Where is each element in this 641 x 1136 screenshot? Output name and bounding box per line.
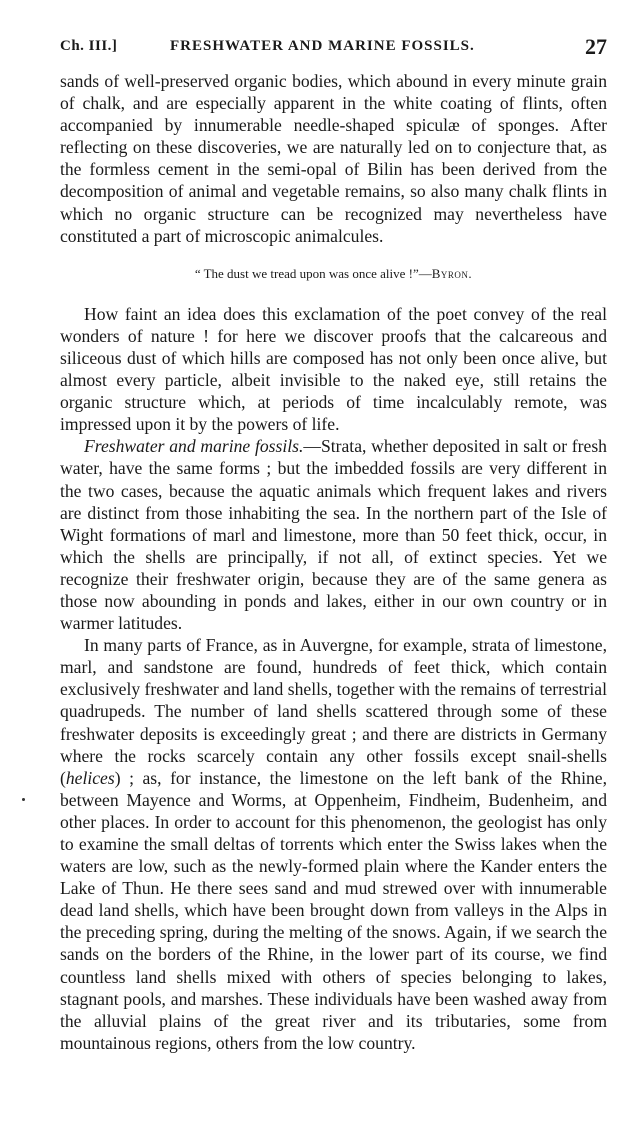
paragraph-text-before: In many parts of France, as in Auvergne, for example, strata of limestone, marl, and sandstone are found, hundreds of feet thick, which contain exclusively freshwater and land shells, together with the remains of terrestrial quadrupeds. The number of land shells scattered through some of these freshwater deposits is exceedingly great ; and there are districts in Germany where the rocks scarcely contain any other fossils except snail-shells (	[60, 635, 607, 788]
paragraph-text: —Strata, whether deposited in salt or fresh water, have the same forms ; but the imbedded fossils are very different in the two cases, because the aquatic animals which frequent lakes and rivers are distinct from those inhabiting the sea. In the northern part of the Isle of Wight formations of marl and limestone, more than 50 feet thick, occur, in which the shells are principally, if not all, of extinct species. Yet we recognize their freshwater origin, because they are of the same genera as those now abounding in ponds and lakes, either in our own country or in warmer latitudes.	[60, 436, 607, 634]
chapter-label: Ch. III.]	[60, 38, 118, 54]
running-title: FRESHWATER AND MARINE FOSSILS.	[170, 38, 475, 54]
paragraph-exclamation: How faint an idea does this exclamation of the poet convey of the real wonders of nature ! for here we discover proofs that the calcareous and siliceous dust of which hills are composed has not only been once alive, but almost every particle, albeit invisible to the naked eye, still retains the organic structure which, at periods of time incalculably remote, was impressed upon it by the powers of life.	[60, 303, 607, 435]
epigraph-quote	[60, 265, 607, 283]
section-heading-inline: Freshwater and marine fossils.	[84, 436, 304, 457]
page-body	[60, 70, 607, 1054]
page-number: 27	[585, 34, 607, 59]
italic-term: helices	[65, 767, 115, 788]
quote-author: Byron.	[431, 265, 473, 281]
quote-text: “ The dust we tread upon was once alive !”—	[194, 265, 432, 281]
paragraph-france	[60, 634, 607, 1054]
running-header	[60, 34, 607, 64]
paragraph-continued: sands of well-preserved organic bodies, which abound in every minute grain of chalk, and are especially apparent in the white coating of flints, often accompanied by innumerable needle-shaped spiculæ of sponges. After reflecting on these discoveries, we are naturally led on to conjecture that, as the formless cement in the semi-opal of Bilin has been derived from the decomposition of animal and vegetable remains, so also many chalk flints in which no organic structure can be recognized may nevertheless have constituted a part of microscopic animalcules.	[60, 71, 607, 246]
paragraph-text-after: ) ; as, for instance, the limestone on the left bank of the Rhine, between Mayence and Worms, at Oppenheim, Findheim, Budenheim, and other places. In order to account for this phenomenon, the geologist has only to examine the small deltas of torrents which enter the Swiss lakes when the waters are low, such as the newly-formed plain where the Kander enters the Lake of Thun. He there sees sand and mud strewed over with innumerable dead land shells, which have been brought down from valleys in the Alps in the preceding spring, during the melting of the snows. Again, if we search the sands on the borders of the Rhine, in the lower part of its course, we find countless land shells mixed with others of species belonging to lakes, stagnant pools, and marshes. These individuals have been washed away from the alluvial plains of the great river and its tributaries, some from mountainous regions, others from the low country.	[60, 767, 607, 1053]
paragraph-freshwater-marine	[60, 435, 607, 634]
margin-speck	[22, 798, 25, 801]
